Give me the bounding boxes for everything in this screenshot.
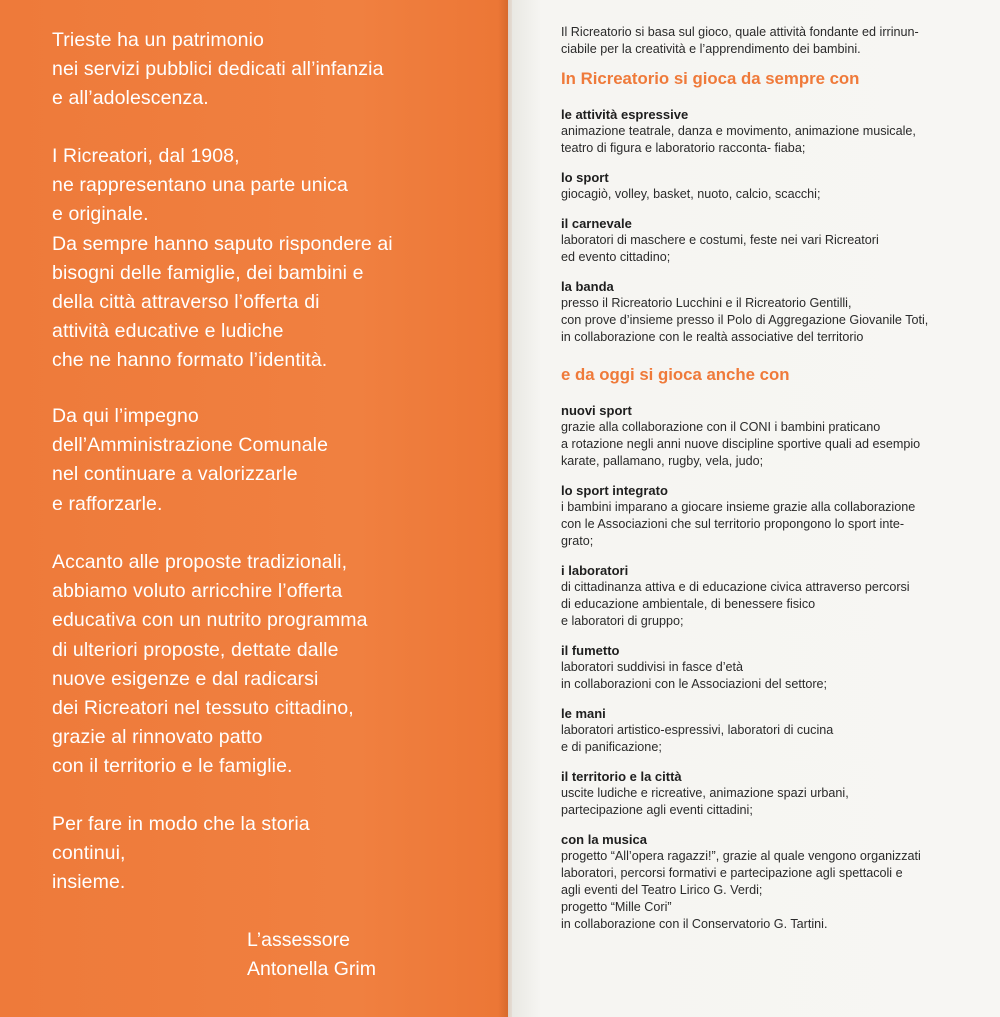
text-line: attività educative e ludiche — [52, 320, 284, 343]
text-line: grazie al rinnovato patto — [52, 726, 263, 749]
text-line: Il Ricreatorio si basa sul gioco, quale attività fondante ed irrinun- — [561, 25, 919, 39]
item-text-line: grazie alla collaborazione con il CONI i bambini praticano — [561, 420, 881, 434]
item-text-line: teatro di figura e laboratorio racconta- fiaba; — [561, 141, 806, 155]
item-title: il fumetto — [561, 643, 620, 658]
item-text-line: con le Associazioni che sul territorio propongono lo sport inte- — [561, 517, 905, 531]
text-line: di ulteriori proposte, dettate dalle — [52, 638, 339, 661]
text-line: Trieste ha un patrimonio — [52, 29, 264, 51]
item-text-line: con prove d’insieme presso il Polo di Aggregazione Giovanile Toti, — [561, 313, 929, 327]
text-line: con il territorio e le famiglie. — [52, 755, 293, 778]
item-text-line: animazione teatrale, danza e movimento, animazione musicale, — [561, 124, 916, 138]
item-text-line: giocagiò, volley, basket, nuoto, calcio, scacchi; — [561, 187, 821, 201]
item-text-line: in collaborazioni con le Associazioni del settore; — [561, 677, 828, 691]
item-title: i laboratori — [561, 563, 629, 578]
section-heading-2: e da oggi si gioca anche con — [561, 365, 790, 384]
item-title: lo sport integrato — [561, 483, 668, 498]
text-line: bisogni delle famiglie, dei bambini e — [52, 261, 364, 284]
item-text-line: laboratori, percorsi formativi e partecipazione agli spettacoli e — [561, 866, 903, 880]
text-line: abbiamo voluto arricchire l’offerta — [52, 580, 343, 603]
item-title: le attività espressive — [561, 107, 689, 122]
text-line: e all’adolescenza. — [52, 87, 209, 110]
left-paragraph-2 — [52, 142, 492, 376]
text-line: ciabile per la creatività e l’apprendimento dei bambini. — [561, 42, 861, 56]
item-text-line: grato; — [561, 534, 594, 548]
text-line: I Ricreatori, dal 1908, — [52, 145, 240, 167]
left-paragraph-3 — [52, 402, 492, 519]
item-text-line: laboratori suddivisi in fasce d’età — [561, 660, 744, 674]
item-text-line: a rotazione negli anni nuove discipline sportive quali ad esempio — [561, 437, 921, 451]
item-title: la banda — [561, 279, 614, 294]
list-item — [561, 402, 981, 470]
intro-paragraph — [561, 24, 981, 58]
text-line: insieme. — [52, 871, 126, 894]
left-paragraph-1 — [52, 26, 492, 114]
item-text-line: partecipazione agli eventi cittadini; — [561, 803, 753, 817]
text-line: che ne hanno formato l’identità. — [52, 349, 328, 372]
text-line: della città attraverso l’offerta di — [52, 291, 320, 314]
list-item — [561, 768, 981, 819]
text-line: e rafforzarle. — [52, 492, 163, 515]
item-title: il territorio e la città — [561, 769, 682, 784]
left-paragraph-4 — [52, 548, 492, 782]
list-item — [561, 642, 981, 693]
signature-name: Antonella Grim — [247, 958, 376, 980]
item-title: il carnevale — [561, 216, 632, 231]
section-heading-1: In Ricreatorio si gioca da sempre con — [561, 69, 860, 88]
item-text-line: presso il Ricreatorio Lucchini e il Ricreatorio Gentilli, — [561, 296, 852, 310]
text-line: nei servizi pubblici dedicati all’infanzia — [52, 58, 384, 81]
item-text-line: di educazione ambientale, di benessere fisico — [561, 597, 816, 611]
right-column — [561, 24, 981, 945]
list-item — [561, 831, 981, 933]
text-line: Accanto alle proposte tradizionali, — [52, 551, 348, 573]
item-text-line: laboratori di maschere e costumi, feste nei vari Ricreatori — [561, 233, 879, 247]
item-text-line: progetto “All’opera ragazzi!”, grazie al quale vengono organizzati — [561, 849, 921, 863]
list-item — [561, 482, 981, 550]
item-title: lo sport — [561, 170, 609, 185]
signature — [247, 926, 376, 984]
item-title: le mani — [561, 706, 606, 721]
text-line: educativa con un nutrito programma — [52, 609, 368, 632]
text-line: dei Ricreatori nel tessuto cittadino, — [52, 697, 354, 720]
text-line: nel continuare a valorizzarle — [52, 463, 298, 486]
text-line: dell’Amministrazione Comunale — [52, 434, 329, 457]
text-line: e originale. — [52, 203, 149, 226]
text-line: nuove esigenze e dal radicarsi — [52, 667, 319, 690]
item-text-line: karate, pallamano, rugby, vela, judo; — [561, 454, 764, 468]
text-line: Da qui l’impegno — [52, 405, 199, 427]
text-line: Per fare in modo che la storia — [52, 813, 310, 835]
item-text-line: e laboratori di gruppo; — [561, 614, 684, 628]
list-item — [561, 278, 981, 346]
text-line: ne rappresentano una parte unica — [52, 174, 348, 197]
list-item — [561, 562, 981, 630]
list-item — [561, 215, 981, 266]
item-text-line: di cittadinanza attiva e di educazione civica attraverso percorsi — [561, 580, 910, 594]
item-text-line: ed evento cittadino; — [561, 250, 671, 264]
item-title: nuovi sport — [561, 403, 632, 418]
list-item — [561, 169, 981, 203]
left-paragraph-5 — [52, 810, 492, 898]
item-text-line: in collaborazione con le realtà associative del territorio — [561, 330, 864, 344]
section-2-list — [561, 402, 981, 933]
item-text-line: i bambini imparano a giocare insieme grazie alla collaborazione — [561, 500, 916, 514]
text-line: Da sempre hanno saputo rispondere ai — [52, 232, 393, 255]
item-title: con la musica — [561, 832, 647, 847]
item-text-line: agli eventi del Teatro Lirico G. Verdi; — [561, 883, 763, 897]
item-text-line: in collaborazione con il Conservatorio G. Tartini. — [561, 917, 828, 931]
text-line: continui, — [52, 842, 126, 865]
item-text-line: e di panificazione; — [561, 740, 662, 754]
signature-role: L’assessore — [247, 929, 350, 951]
item-text-line: progetto “Mille Cori” — [561, 900, 672, 914]
list-item — [561, 106, 981, 157]
item-text-line: uscite ludiche e ricreative, animazione spazi urbani, — [561, 786, 849, 800]
list-item — [561, 705, 981, 756]
item-text-line: laboratori artistico-espressivi, laboratori di cucina — [561, 723, 834, 737]
section-1-list — [561, 106, 981, 346]
